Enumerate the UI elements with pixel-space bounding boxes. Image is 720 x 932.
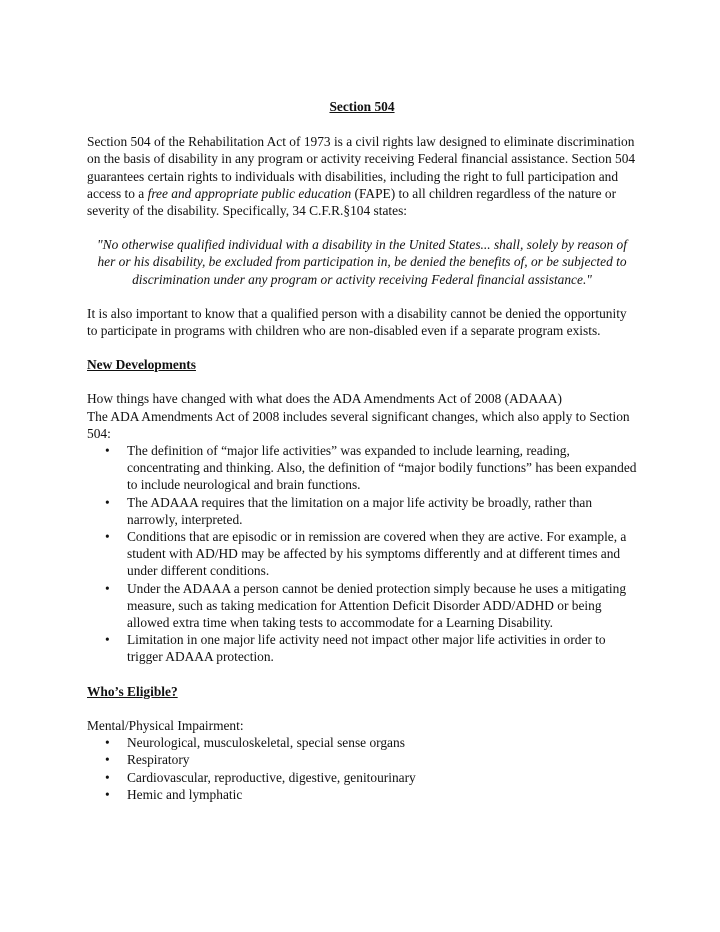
list-item: • Neurological, musculoskeletal, special sense organs [127,734,637,751]
new-developments-line2: The ADA Amendments Act of 2008 includes several significant changes, which also apply to Section 504: [87,408,630,441]
list-item: • Cardiovascular, reproductive, digestive, genitourinary [127,769,637,786]
new-developments-list [87,442,637,666]
list-item: • Under the ADAAA a person cannot be denied protection simply because he uses a mitigating measure, such as taking medication for Attention Deficit Disorder ADD/ADHD or being allowed extra time when taking tests to accommodate for a Learning Disability. [127,580,637,632]
list-item: • The ADAAA requires that the limitation on a major life activity be broadly, rather than narrowly, interpreted. [127,494,637,528]
intro-text-part1: Section 504 of the Rehabilitation Act of 1973 is a civil rights law designed to eliminate discrimination on the basis of disability in any program or activity receiving Federal financial assistance. Section 504 guarantees certain rights to individuals with disabilities, including the right to full participation and access to a [87,134,636,201]
list-item: • Limitation in one major life activity need not impact other major life activities in order to trigger ADAAA protection. [127,631,637,665]
impairment-subheading: Mental/Physical Impairment: [87,717,244,733]
intro-paragraph [87,133,637,219]
regulation-quote: "No otherwise qualified individual with a disability in the United States... shall, solely by reason of her or his disability, be excluded from participation in, be denied the benefits of, or be subjected to discrimination under any program or activity receiving Federal financial assistance." [97,237,627,287]
participation-paragraph: It is also important to know that a qualified person with a disability cannot be denied the opportunity to participate in programs with children who are non-disabled even if a separate program exists. [87,305,627,339]
list-item: • Respiratory [127,751,637,768]
list-item: • Conditions that are episodic or in remission are covered when they are active. For example, a student with AD/HD may be affected by his symptoms differently and at different times and under different conditions. [127,528,637,580]
new-developments-intro [87,390,637,442]
document-title: Section 504 [329,99,395,114]
list-item: • The definition of “major life activities” was expanded to include learning, reading, concentrating and thinking. Also, the definition of “major bodily functions” has been expanded to include neurological and brain functions. [127,442,637,494]
impairment-list [87,734,637,803]
eligibility-heading: Who’s Eligible? [87,683,178,699]
list-item: • Hemic and lymphatic [127,786,637,803]
new-developments-heading: New Developments [87,357,196,373]
document-body [87,98,637,820]
intro-text-part2: (FAPE) to all children regardless of the nature or severity of the disability. Specifically, 34 C.F.R.§104 states: [87,185,617,219]
intro-emphasis: free and appropriate public education [147,185,352,201]
new-developments-line1: How things have changed with what does the ADA Amendments Act of 2008 (ADAAA) [87,391,562,407]
